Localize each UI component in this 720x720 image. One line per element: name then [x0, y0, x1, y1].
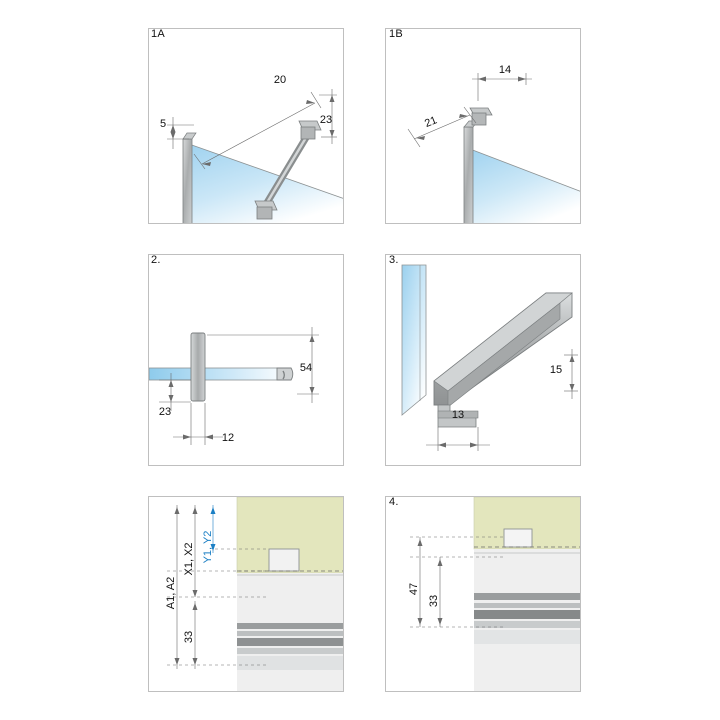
dim-4-33: 33 — [428, 594, 440, 608]
panel-heights-drawing — [149, 497, 344, 692]
dim-2-12: 12 — [221, 432, 235, 444]
dim-heights-x1x2: X1, X2 — [183, 542, 195, 576]
panel-3-drawing — [386, 255, 581, 466]
dim-4-47: 47 — [408, 582, 420, 596]
dim-3-13: 13 — [451, 409, 465, 421]
panel-4 — [385, 496, 581, 692]
panel-label-1a: 1A — [151, 28, 165, 40]
panel-2 — [148, 254, 344, 466]
dim-1a-23: 23 — [319, 114, 333, 126]
dim-heights-a1a2: A1, A2 — [165, 576, 177, 610]
panel-3 — [385, 254, 581, 466]
panel-label-3: 3. — [389, 254, 399, 266]
panel-label-4: 4. — [389, 496, 399, 508]
panel-4-drawing — [386, 497, 581, 692]
panel-1a-drawing — [149, 29, 344, 224]
panel-2-drawing — [149, 255, 344, 466]
panel-heights — [148, 496, 344, 692]
panel-label-2: 2. — [151, 254, 161, 266]
panel-1b-drawing — [386, 29, 581, 224]
dim-heights-33: 33 — [183, 630, 195, 644]
dim-1b-14: 14 — [498, 64, 512, 76]
dim-3-15: 15 — [549, 364, 563, 376]
dim-2-54: 54 — [299, 362, 313, 374]
dim-1a-5: 5 — [159, 118, 167, 130]
dim-1b-21: 21 — [422, 114, 439, 131]
panel-1b — [385, 28, 581, 224]
dim-2-23: 23 — [158, 406, 172, 418]
dim-heights-y1y2: Y1, Y2 — [202, 530, 214, 564]
panel-1a — [148, 28, 344, 224]
dim-1a-20: 20 — [273, 74, 287, 86]
panel-label-1b: 1B — [389, 28, 403, 40]
